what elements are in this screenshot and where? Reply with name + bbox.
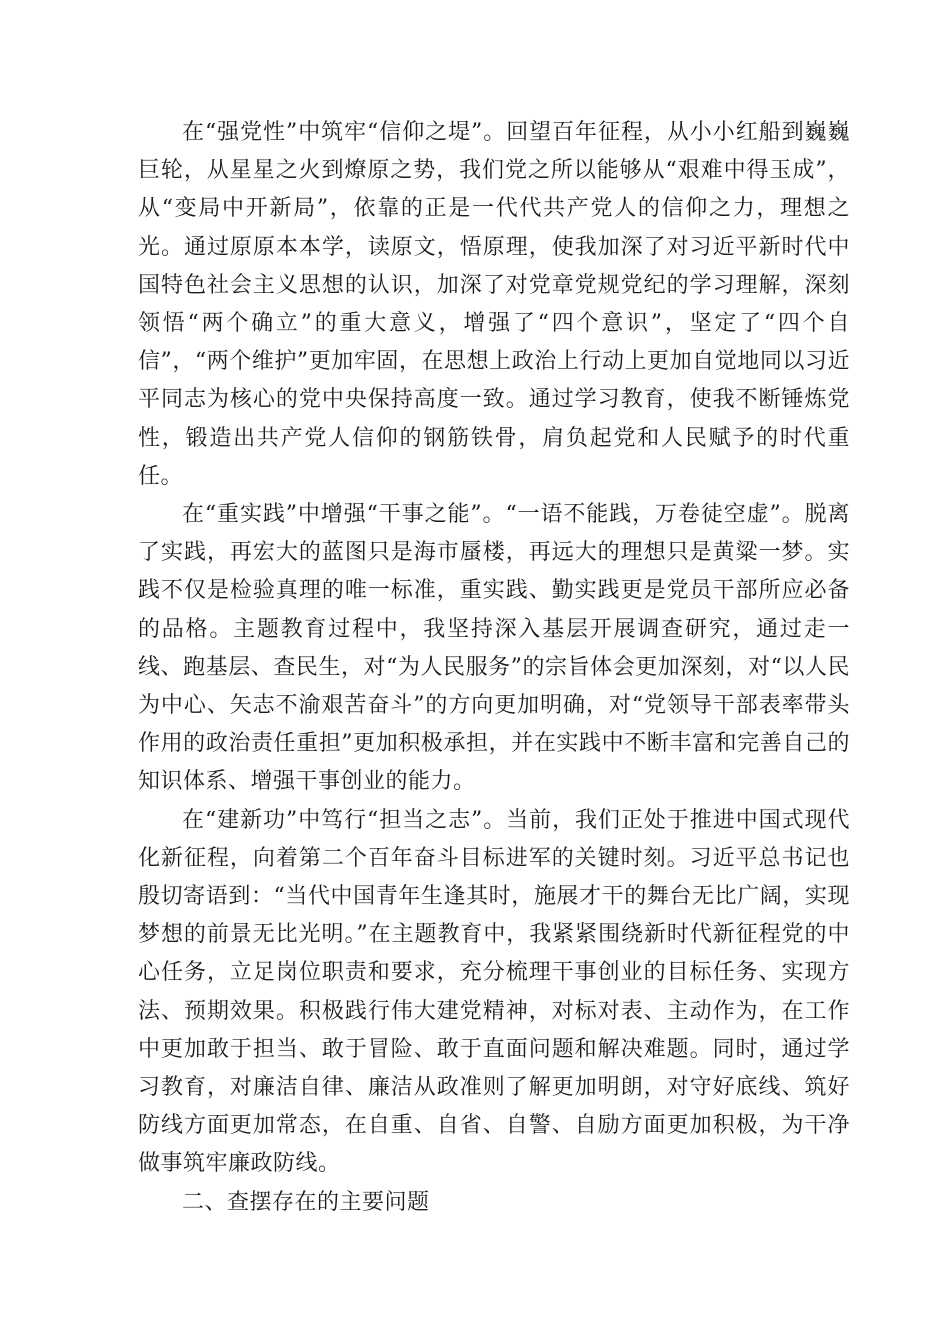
- paragraph-build-new-merit: 在“建新功”中笃行“担当之志”。当前，我们正处于推进中国式现代化新征程，向着第二个百年奋斗目标进军的关键时刻。习近平总书记也殷切寄语到：“当代中国青年生逢其时，施展才干的舞台无比广阔，实现梦想的前景无比光明。”在主题教育中，我紧紧围绕新时代新征程党的中心任务，立足岗位职责和要求，充分梳理干事创业的目标任务、实现方法、预期效果。积极践行伟大建党精神，对标对表、主动作为，在工作中更加敢于担当、敢于冒险、敢于直面问题和解决难题。同时，通过学习教育，对廉洁自律、廉洁从政准则了解更加明朗，对守好底线、筑好防线方面更加常态，在自重、自省、自警、自励方面更加积极，为干净做事筑牢廉政防线。: [138, 807, 850, 1177]
- paragraph-emphasize-practice: 在“重实践”中增强“干事之能”。“一语不能践，万卷徒空虚”。脱离了实践，再宏大的蓝图只是海市蜃楼，再远大的理想只是黄粱一梦。实践不仅是检验真理的唯一标准，重实践、勤实践更是党员干部所应必备的品格。主题教育过程中，我坚持深入基层开展调查研究，通过走一线、跑基层、查民生，对“为人民服务”的宗旨体会更加深刻，对“以人民为中心、矢志不渝艰苦奋斗”的方向更加明确，对“党领导干部表率带头作用的政治责任重担”更加积极承担，并在实践中不断丰富和完善自己的知识体系、增强干事创业的能力。: [138, 502, 850, 795]
- section-heading: 二、查摆存在的主要问题: [182, 1189, 430, 1215]
- document-page: [138, 114, 850, 1222]
- paragraph-strengthen-party-spirit: 在“强党性”中筑牢“信仰之堤”。回望百年征程，从小小红船到巍巍巨轮，从星星之火到燎原之势，我们党之所以能够从“艰难中得玉成”，从“变局中开新局”，依靠的正是一代代共产党人的信仰之力，理想之光。通过原原本本学，读原文，悟原理，使我加深了对习近平新时代中国特色社会主义思想的认识，加深了对党章党规党纪的学习理解，深刻领悟“两个确立”的重大意义，增强了“四个意识”，坚定了“四个自信”，“两个维护”更加牢固，在思想上政治上行动上更加自觉地同以习近平同志为核心的党中央保持高度一致。通过学习教育，使我不断锤炼党性，锻造出共产党人信仰的钢筋铁骨，肩负起党和人民赋予的时代重任。: [138, 120, 850, 489]
